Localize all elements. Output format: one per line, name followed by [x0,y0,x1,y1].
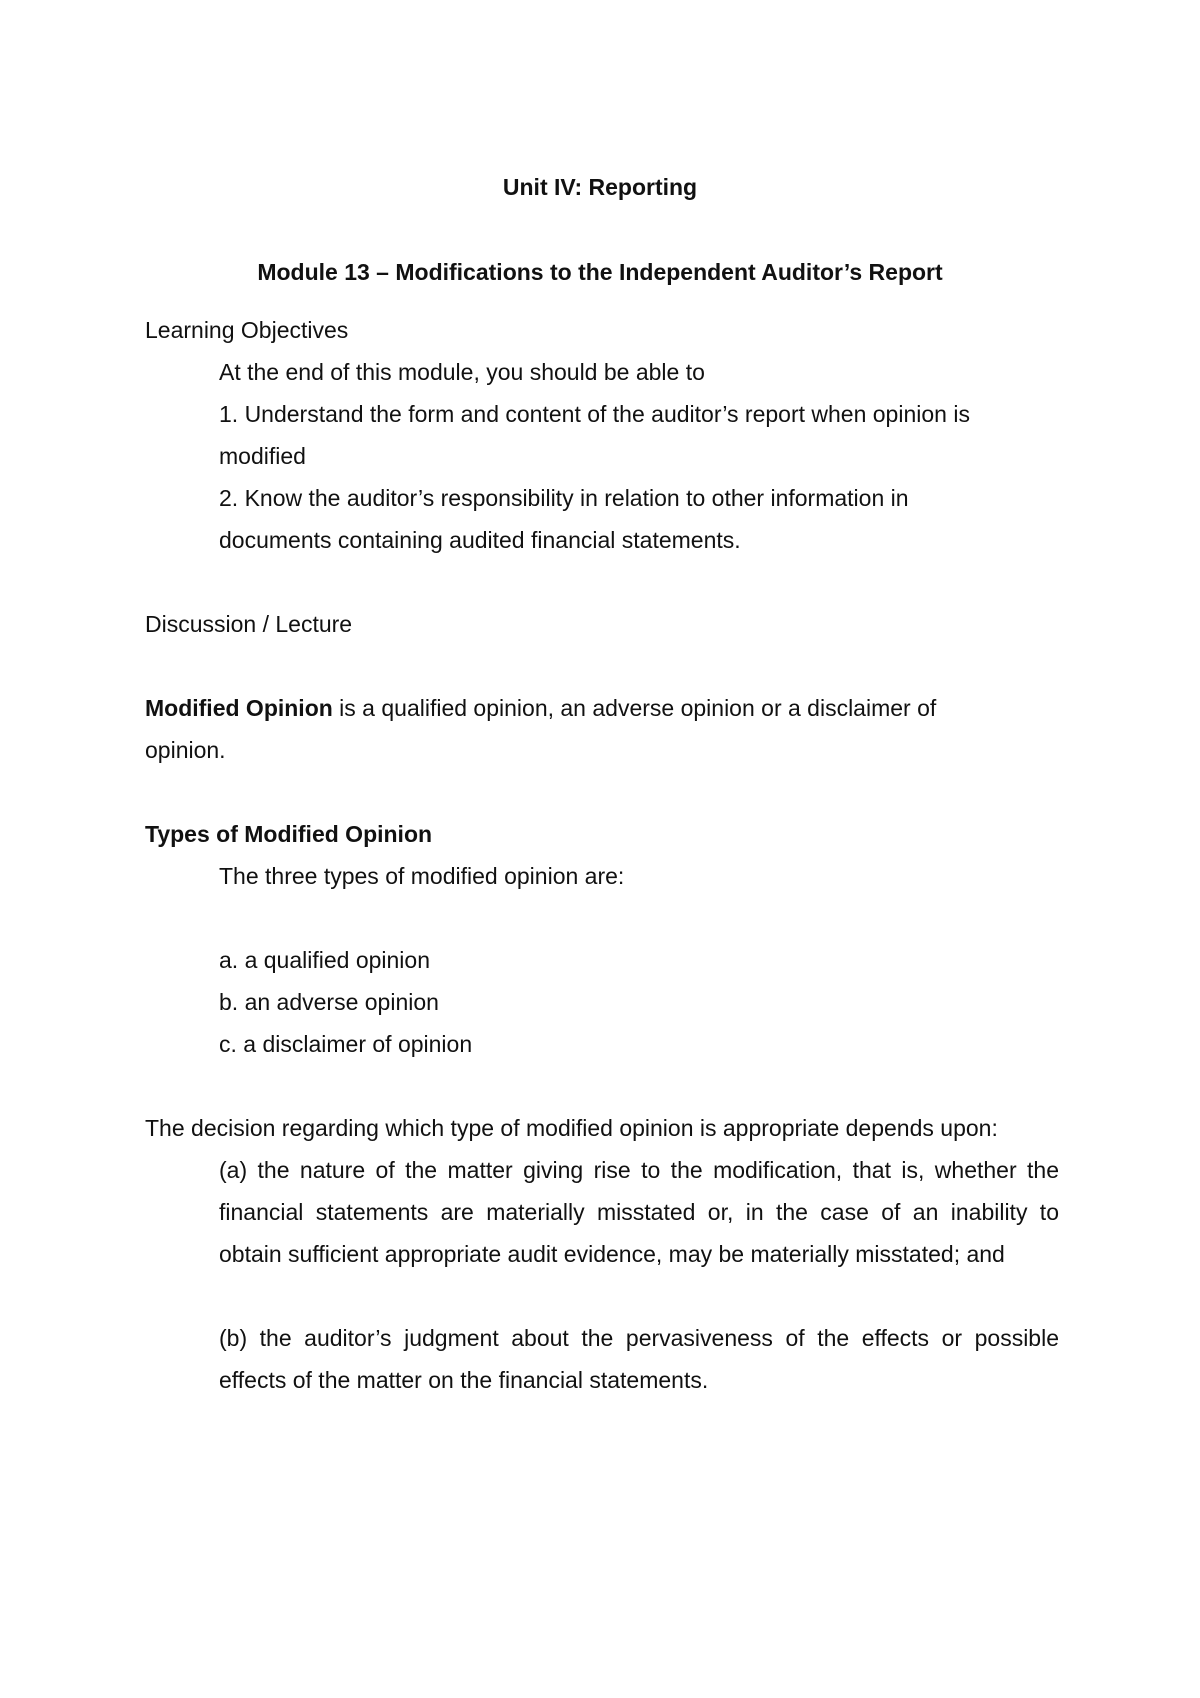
objective-2-line-1: 2. Know the auditor’s responsibility in relation to other information in [219,485,909,511]
objective-1-line-2: modified [219,443,306,469]
decision-b-line-2: effects of the matter on the financial statements. [219,1367,709,1393]
types-heading: Types of Modified Opinion [145,821,433,847]
unit-title: Unit IV: Reporting [502,174,698,200]
decision-b-line-1: (b) the auditor’s judgment about the pervasiveness of the effects or possible [219,1325,1059,1351]
modified-opinion-term: Modified Opinion [145,695,333,721]
objective-1-line-1: 1. Understand the form and content of the auditor’s report when opinion is [219,401,970,427]
modified-opinion-definition [145,694,936,722]
module-title: Module 13 – Modifications to the Independent Auditor’s Report [257,259,943,285]
type-item-b: b. an adverse opinion [219,989,439,1015]
learning-objectives-intro: At the end of this module, you should be able to [219,359,705,385]
types-intro: The three types of modified opinion are: [219,863,625,889]
modified-opinion-definition-text: is a qualified opinion, an adverse opinion or a disclaimer of [332,695,937,721]
decision-a-line-2: financial statements are materially misstated or, in the case of an inability to [219,1199,1059,1225]
discussion-heading: Discussion / Lecture [145,611,353,637]
type-item-a: a. a qualified opinion [219,947,430,973]
learning-objectives-heading: Learning Objectives [145,317,349,343]
modified-opinion-definition-line-2: opinion. [145,737,226,763]
decision-intro: The decision regarding which type of modified opinion is appropriate depends upon: [145,1115,998,1141]
type-item-c: c. a disclaimer of opinion [219,1031,473,1057]
objective-2-line-2: documents containing audited financial statements. [219,527,741,553]
decision-a-line-3: obtain sufficient appropriate audit evidence, may be materially misstated; and [219,1241,1005,1267]
decision-a-line-1: (a) the nature of the matter giving rise to the modification, that is, whether the [219,1157,1059,1183]
